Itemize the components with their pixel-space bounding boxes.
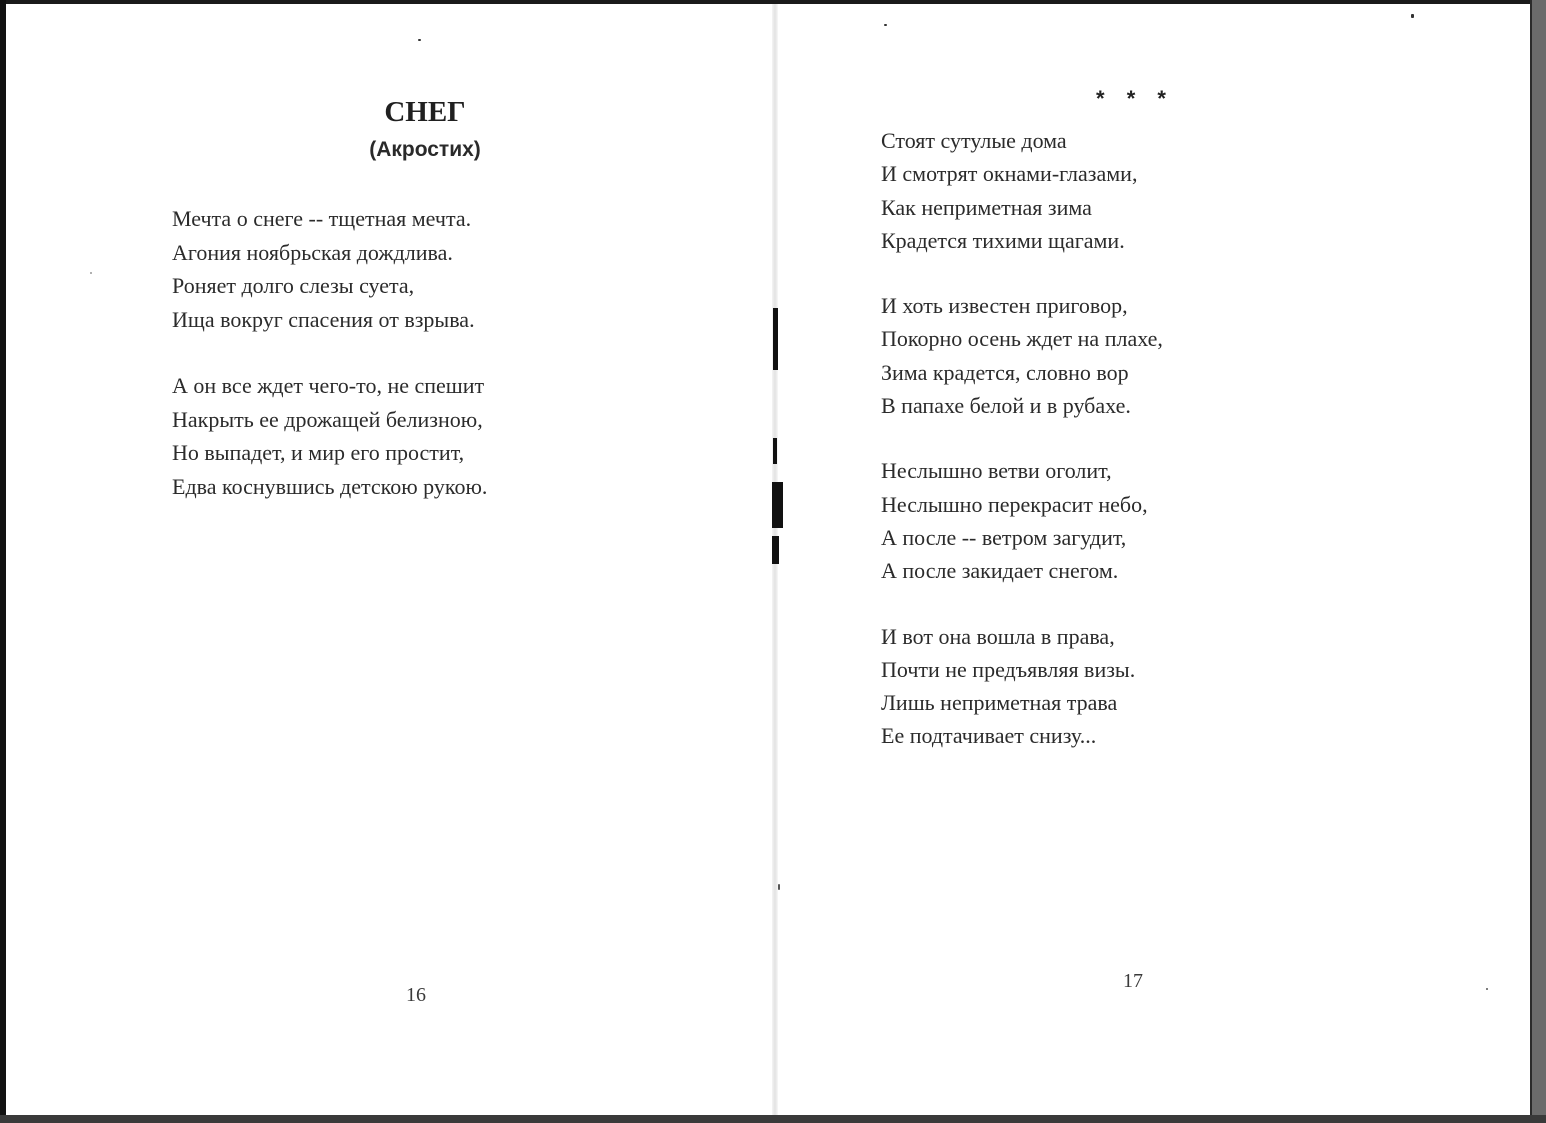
gutter-mark <box>773 438 777 464</box>
poem-subtitle: (Акростих) <box>369 138 481 161</box>
gutter-mark <box>773 308 778 370</box>
poem-line: Стоят сутулые дома <box>881 128 1067 153</box>
poem-line: Агония ноябрьская дождлива. <box>172 239 453 265</box>
stanza <box>172 369 612 503</box>
poem-line: А после -- ветром загудит, <box>881 524 1127 550</box>
stanza <box>172 202 612 336</box>
poem-line: Крадется тихими щагами. <box>881 227 1125 253</box>
stanza <box>881 620 1301 753</box>
scan-speck <box>884 24 887 26</box>
poem-line: Едва коснувшись детскою рукою. <box>172 473 488 499</box>
poem-line: Мечта о снеге -- тщетная мечта. <box>172 206 472 231</box>
poem-line: Ища вокруг спасения от взрыва. <box>172 306 475 332</box>
poem-line: Покорно осень ждет на плахе, <box>881 326 1163 352</box>
poem-line: Неслышно перекрасит небо, <box>881 491 1148 517</box>
stanza <box>881 124 1301 257</box>
poem-line: И вот она вошла в права, <box>881 623 1115 649</box>
stanza <box>881 454 1301 587</box>
poem-line: Неслышно ветви оголит, <box>881 458 1112 484</box>
gutter-mark <box>772 482 783 528</box>
right-poem <box>881 124 1301 753</box>
poem-line: Как неприметная зима <box>881 194 1092 220</box>
poem-line: Почти не предъявляя визы. <box>881 656 1136 682</box>
poem-line: А он все ждет чего-то, не спешит <box>172 373 485 398</box>
poem-heading-asterisks: * * * <box>1096 86 1174 111</box>
scan-edge-bottom <box>0 1115 1546 1123</box>
poem-line: И хоть известен приговор, <box>881 293 1128 319</box>
gutter-mark <box>772 536 779 564</box>
left-page <box>6 4 774 1115</box>
poem-line: Накрыть ее дрожащей белизною, <box>172 406 483 432</box>
poem-title: СНЕГ <box>384 96 466 128</box>
scan-speck <box>418 39 421 41</box>
scan-speck <box>1486 988 1488 990</box>
scan-speck <box>90 272 92 274</box>
poem-line: Ее подтачивает снизу... <box>881 723 1097 749</box>
poem-line: Зима крадется, словно вор <box>881 359 1129 385</box>
scan-edge-right <box>1532 0 1546 1123</box>
page-number-left: 16 <box>406 984 426 1006</box>
poem-line: И смотрят окнами-глазами, <box>881 161 1138 187</box>
poem-line: А после закидает снегом. <box>881 558 1119 584</box>
poem-line: В папахе белой и в рубахе. <box>881 393 1131 419</box>
poem-line: Лишь неприметная трава <box>881 690 1118 716</box>
stanza <box>881 289 1301 422</box>
left-poem <box>172 202 612 503</box>
scan-edge-right-inner <box>1530 0 1532 1123</box>
poem-line: Но выпадет, и мир его простит, <box>172 440 465 465</box>
page-number-right: 17 <box>1123 970 1143 992</box>
scan-speck <box>778 884 780 890</box>
poem-line: Роняет долго слезы суета, <box>172 273 415 298</box>
scan-speck <box>1411 14 1414 18</box>
